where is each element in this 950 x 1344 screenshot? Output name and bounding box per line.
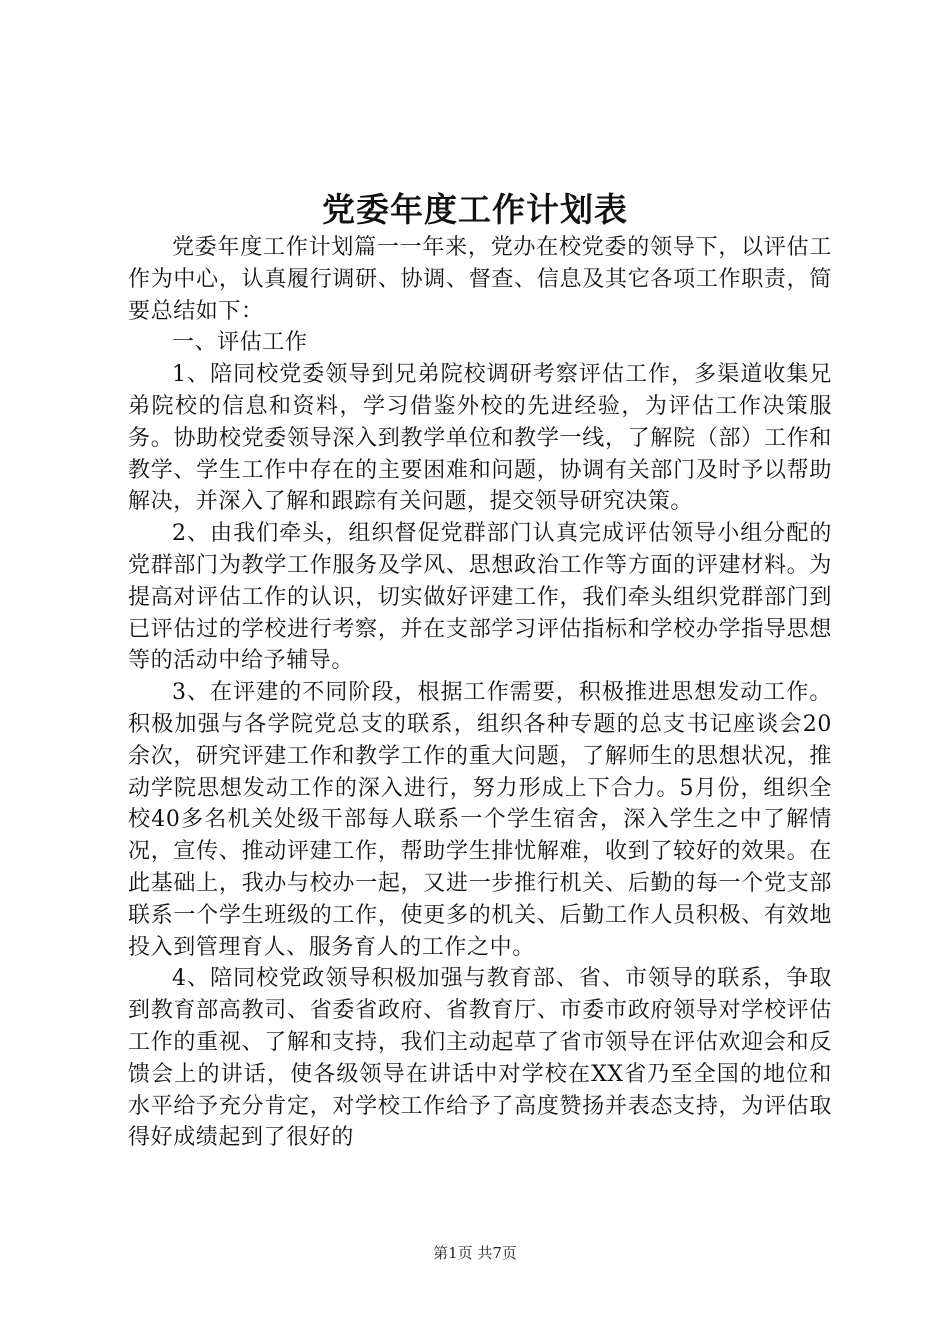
document-body <box>128 232 832 1154</box>
document-title: 党委年度工作计划表 <box>322 190 628 229</box>
paragraph-item-3: 3、在评建的不同阶段，根据工作需要，积极推进思想发动工作。积极加强与各学院党总支的联系，组织各种专题的总支书记座谈会20余次，研究评建工作和教学工作的重大问题，了解师生的思想状况，推动学院思想发动工作的深入进行，努力形成上下合力。5月份，组织全校40多名机关处级干部每人联系一个学生宿舍，深入学生之中了解情况，宣传、推动评建工作，帮助学生排忧解难，收到了较好的效果。在此基础上，我办与校办一起，又进一步推行机关、后勤的每一个党支部联系一个学生班级的工作，使更多的机关、后勤工作人员积极、有效地投入到管理育人、服务育人的工作之中。 <box>128 680 832 960</box>
paragraph-item-4: 4、陪同校党政领导积极加强与教育部、省、市领导的联系，争取到教育部高教司、省委省政府、省教育厅、市委市政府领导对学校评估工作的重视、了解和支持，我们主动起草了省市领导在评估欢迎会和反馈会上的讲话，使各级领导在讲话中对学校在XX省乃至全国的地位和水平给予充分肯定，对学校工作给予了高度赞扬并表态支持，为评估取得好成绩起到了很好的 <box>128 966 832 1151</box>
paragraph-item-1: 1、陪同校党委领导到兄弟院校调研考察评估工作，多渠道收集兄弟院校的信息和资料，学习借鉴外校的先进经验，为评估工作决策服务。协助校党委领导深入到教学单位和教学一线，了解院（部）工作和教学、学生工作中存在的主要困难和问题，协调有关部门及时予以帮助解决，并深入了解和跟踪有关问题，提交领导研究决策。 <box>128 362 832 515</box>
paragraph-intro: 党委年度工作计划篇一一年来，党办在校党委的领导下，以评估工作为中心，认真履行调研、协调、督查、信息及其它各项工作职责，简要总结如下： <box>128 235 832 324</box>
page-footer: 第1页 共7页 <box>433 1244 517 1262</box>
section-heading: 一、评估工作 <box>172 330 308 356</box>
paragraph-item-2: 2、由我们牵头，组织督促党群部门认真完成评估领导小组分配的党群部门为教学工作服务及学风、思想政治工作等方面的评建材料。为提高对评估工作的认识，切实做好评建工作，我们牵头组织党群部门到已评估过的学校进行考察，并在支部学习评估指标和学校办学指导思想等的活动中给予辅导。 <box>128 521 832 674</box>
